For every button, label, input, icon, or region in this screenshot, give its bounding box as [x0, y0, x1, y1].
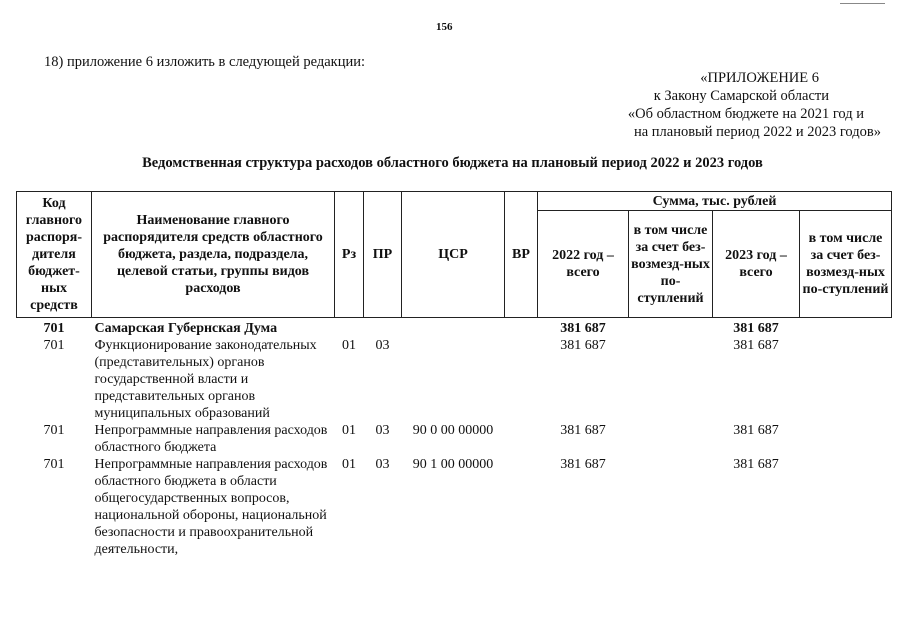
cell-rz: 01 — [342, 338, 356, 353]
header-2023-total: 2023 год – всего — [713, 211, 800, 318]
intro-paragraph: 18) приложение 6 изложить в следующей редакции: — [44, 54, 366, 70]
header-kod: Код главного распоря-дителя бюджет-ных средств — [17, 192, 92, 318]
cell-2023-free — [800, 318, 892, 338]
header-2022-free: в том числе за счет без-возмезд-ных по-ступлений — [629, 211, 713, 318]
appendix-line-1: «ПРИЛОЖЕНИЕ 6 — [700, 70, 819, 86]
cell-2022-total: 381 687 — [560, 457, 606, 472]
cell-name: Непрограммные направления расходов областного бюджета в области общегосударственных вопросов, национальной обороны, национальной безопасности и правоохранительной деятельности, — [94, 457, 328, 557]
cell-vr — [505, 318, 538, 338]
cell-name: Непрограммные направления расходов областного бюджета — [94, 423, 328, 455]
header-vr: ВР — [505, 192, 538, 318]
cell-pr: 03 — [375, 338, 390, 353]
appendix-line-2: к Закону Самарской области — [653, 88, 829, 104]
table-row — [17, 318, 892, 338]
table-row — [17, 422, 892, 456]
cell-csr — [402, 318, 505, 338]
cell-2022-free — [629, 422, 713, 456]
cell-csr — [402, 337, 505, 422]
appendix-heading — [628, 69, 881, 141]
cell-2022-total: 381 687 — [560, 321, 606, 336]
cell-kod: 701 — [43, 423, 65, 438]
cell-csr: 90 0 00 00000 — [412, 423, 494, 438]
cell-pr — [364, 318, 402, 338]
header-pr: ПР — [364, 192, 402, 318]
table-row — [17, 456, 892, 558]
cell-csr: 90 1 00 00000 — [412, 457, 494, 472]
header-sum: Сумма, тыс. рублей — [538, 192, 892, 211]
cell-2022-free — [629, 318, 713, 338]
cell-vr — [505, 422, 538, 456]
cell-name: Самарская Губернская Дума — [94, 321, 278, 336]
cell-name: Функционирование законодательных (представительных) органов государственной власти и представительных органов муниципальных образований — [94, 338, 317, 421]
header-2022-total: 2022 год – всего — [538, 211, 629, 318]
cell-pr: 03 — [375, 423, 390, 438]
cell-pr: 03 — [375, 457, 390, 472]
cell-vr — [505, 456, 538, 558]
cell-vr — [505, 337, 538, 422]
cell-rz — [335, 318, 364, 338]
cell-2022-free — [629, 337, 713, 422]
cell-2022-total: 381 687 — [560, 338, 606, 353]
cell-rz: 01 — [342, 423, 356, 438]
cell-2023-total: 381 687 — [733, 338, 779, 353]
cell-2023-free — [800, 456, 892, 558]
cell-kod: 701 — [43, 338, 65, 353]
scan-artifact-line — [840, 3, 885, 4]
table-row — [17, 337, 892, 422]
cell-2022-free — [629, 456, 713, 558]
cell-kod: 701 — [43, 321, 65, 336]
header-2023-free: в том числе за счет без-возмезд-ных по-ступлений — [800, 211, 892, 318]
cell-rz: 01 — [342, 457, 356, 472]
cell-2023-free — [800, 422, 892, 456]
cell-2023-total: 381 687 — [733, 321, 779, 336]
cell-kod: 701 — [43, 457, 65, 472]
page-number: 156 — [436, 21, 453, 33]
cell-2023-total: 381 687 — [733, 457, 779, 472]
cell-2023-total: 381 687 — [733, 423, 779, 438]
header-name: Наименование главного распорядителя средств областного бюджета, раздела, подраздела, целевой статьи, группы видов расходов — [92, 192, 335, 318]
appendix-line-3: «Об областном бюджете на 2021 год и — [627, 106, 864, 122]
cell-2022-total: 381 687 — [560, 423, 606, 438]
cell-2023-free — [800, 337, 892, 422]
budget-table — [16, 191, 892, 558]
appendix-line-4: на плановый период 2022 и 2023 годов» — [633, 124, 881, 140]
header-csr: ЦСР — [402, 192, 505, 318]
header-rz: Рз — [335, 192, 364, 318]
document-title: Ведомственная структура расходов областного бюджета на плановый период 2022 и 2023 годов — [142, 155, 763, 171]
